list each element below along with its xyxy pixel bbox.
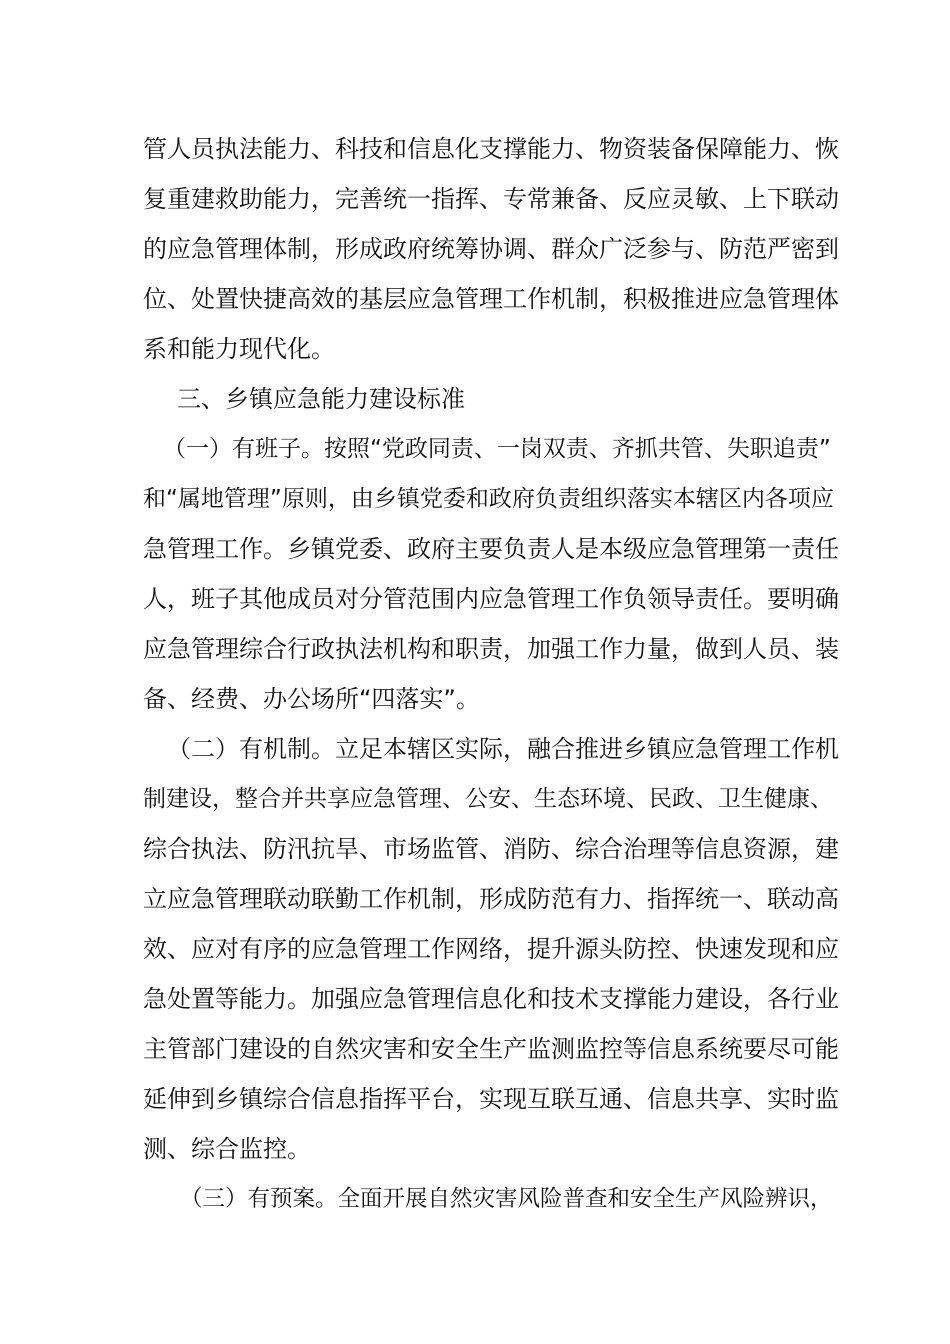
paragraph-line: 复重建救助能力，完善统一指挥、专常兼备、反应灵敏、上下联动 xyxy=(143,185,839,213)
paragraph-line: （二）有机制。立足本辖区实际，融合推进乡镇应急管理工作机 xyxy=(167,735,839,763)
paragraph-line: （三）有预案。全面开展自然灾害风险普查和安全生产风险辨识， xyxy=(180,1186,833,1212)
paragraph-line: 和“属地管理”原则，由乡镇党委和政府负责组织落实本辖区内各项应 xyxy=(143,486,834,512)
paragraph-line: 管人员执法能力、科技和信息化支撑能力、物资装备保障能力、恢 xyxy=(143,135,839,163)
paragraph-line: 效、应对有序的应急管理工作网络，提升源头防控、快速发现和应 xyxy=(143,935,839,963)
paragraph-line: 延伸到乡镇综合信息指挥平台，实现互联互通、信息共享、实时监 xyxy=(143,1085,839,1113)
paragraph-line: （一）有班子。按照“党政同责、一岗双责、齐抓共管、失职追责” xyxy=(163,436,831,462)
paragraph-line: 测、综合监控。 xyxy=(143,1135,311,1163)
section-heading: 三、乡镇应急能力建设标准 xyxy=(177,385,465,413)
paragraph-line: 的应急管理体制，形成政府统筹协调、群众广泛参与、防范严密到 xyxy=(143,235,839,263)
paragraph-line: 立应急管理联动联勤工作机制，形成防范有力、指挥统一、联动高 xyxy=(143,885,839,913)
paragraph-line: 人，班子其他成员对分管范围内应急管理工作负领导责任。要明确 xyxy=(143,585,839,613)
paragraph-line: 制建设，整合并共享应急管理、公安、生态环境、民政、卫生健康、 xyxy=(143,786,833,812)
paragraph-line: 系和能力现代化。 xyxy=(143,335,335,363)
paragraph-line: 综合执法、防汛抗旱、市场监管、消防、综合治理等信息资源，建 xyxy=(143,835,839,863)
paragraph-line: 急处置等能力。加强应急管理信息化和技术支撑能力建设，各行业 xyxy=(143,985,839,1013)
paragraph-line: 急管理工作。乡镇党委、政府主要负责人是本级应急管理第一责任 xyxy=(143,535,839,563)
paragraph-line: 位、处置快捷高效的基层应急管理工作机制，积极推进应急管理体 xyxy=(143,285,839,313)
paragraph-line: 主管部门建设的自然灾害和安全生产监测监控等信息系统要尽可能 xyxy=(143,1035,839,1063)
paragraph-line: 应急管理综合行政执法机构和职责，加强工作力量，做到人员、装 xyxy=(143,635,839,663)
paragraph-line: 备、经费、办公场所“四落实”。 xyxy=(143,685,480,713)
